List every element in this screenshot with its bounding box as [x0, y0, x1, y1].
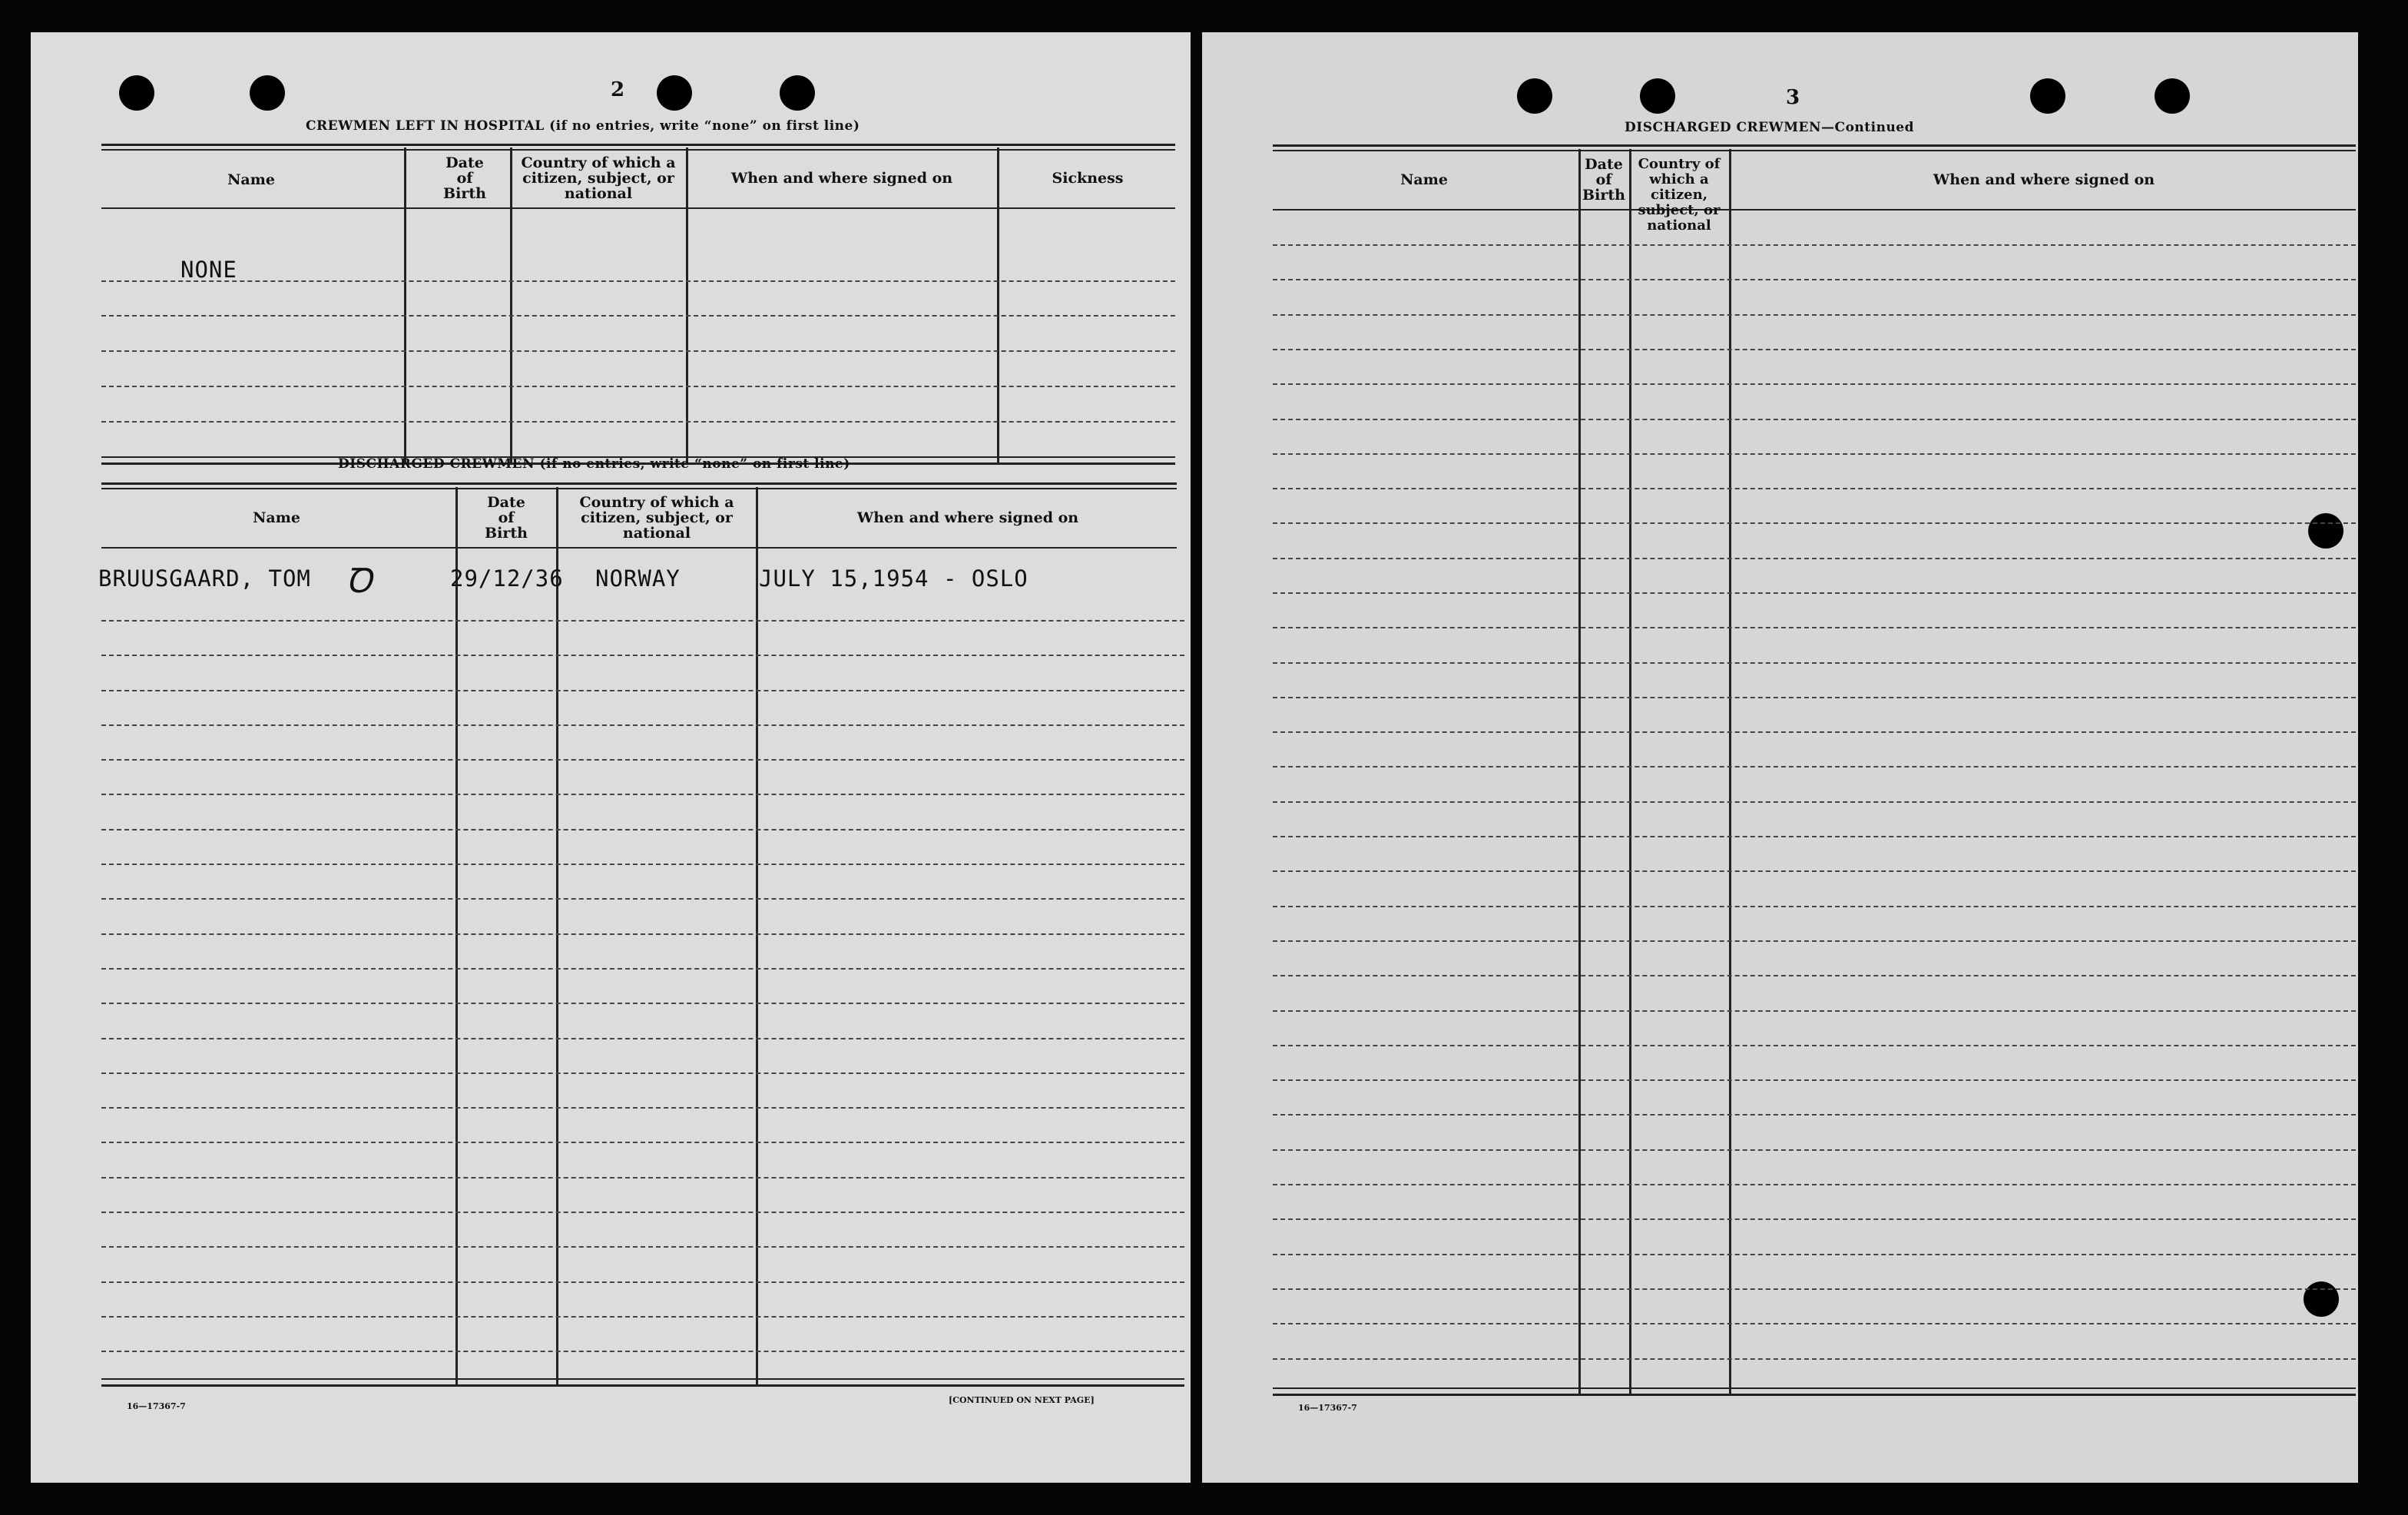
entry-line — [101, 1177, 1184, 1179]
column-divider — [1629, 149, 1631, 1394]
col-header-name: Name — [227, 171, 275, 188]
entry-line — [101, 1316, 1184, 1318]
entry-line — [1273, 349, 2356, 350]
entry-line — [1273, 1358, 2356, 1360]
column-divider — [997, 148, 999, 462]
col-header-country: Country of which a citizen, subject, or national — [579, 494, 734, 542]
punch-hole — [1640, 78, 1675, 114]
punch-hole — [780, 75, 815, 111]
entry-line — [1273, 697, 2356, 698]
col-header-signed: When and where signed on — [856, 509, 1079, 526]
entry-line — [1273, 1184, 2356, 1185]
right-page — [1202, 32, 2358, 1483]
column-divider — [1578, 149, 1581, 1394]
column-divider — [455, 487, 458, 1384]
punch-hole — [2030, 78, 2065, 114]
table-top-rule — [1273, 144, 2356, 147]
entry-line — [101, 421, 1175, 423]
col-header-dob: Date of Birth — [443, 154, 486, 202]
col-header-dob: Date of Birth — [1582, 156, 1625, 204]
table-bottom-rule — [101, 1384, 1184, 1387]
punch-hole — [119, 75, 154, 111]
entry-line — [1273, 592, 2356, 594]
entry-line — [1273, 836, 2356, 837]
col-header-signed: When and where signed on — [1933, 171, 2155, 188]
entry-line — [101, 724, 1184, 726]
entry-line — [1273, 522, 2356, 524]
handwritten-initial-mark: Ꝺ — [346, 562, 373, 601]
entry-line — [1273, 627, 2356, 628]
hospital-section-title: CREWMEN LEFT IN HOSPITAL (if no entries, write “none” on first line) — [306, 118, 860, 134]
entry-line — [1273, 940, 2356, 942]
continued-note: [CONTINUED ON NEXT PAGE] — [949, 1395, 1095, 1405]
column-divider — [686, 148, 688, 462]
header-rule — [1273, 209, 2356, 211]
entry-line — [1273, 870, 2356, 872]
entry-line — [101, 1212, 1184, 1213]
entry-line — [101, 690, 1184, 691]
entry-line — [1273, 558, 2356, 559]
crew-country: NORWAY — [595, 565, 681, 592]
entry-line — [101, 1107, 1184, 1109]
entry-line — [101, 350, 1175, 352]
entry-line — [1273, 488, 2356, 489]
column-divider — [1729, 149, 1731, 1394]
punch-hole — [250, 75, 285, 111]
entry-line — [1273, 453, 2356, 455]
table-bottom-rule — [1273, 1394, 2356, 1396]
entry-line — [1273, 1218, 2356, 1220]
table-top-rule — [101, 488, 1177, 489]
punch-hole — [2155, 78, 2190, 114]
punch-hole — [657, 75, 692, 111]
table-top-rule — [101, 144, 1175, 146]
discharged-continued-title: DISCHARGED CREWMEN—Continued — [1625, 120, 1915, 135]
entry-line — [101, 759, 1184, 761]
entry-line — [1273, 1323, 2356, 1324]
column-divider — [510, 148, 512, 462]
discharged-section-title: DISCHARGED CREWMEN (if no entries, write “none” on first line) — [338, 456, 850, 472]
table-top-rule — [101, 482, 1177, 485]
entry-line — [101, 1038, 1184, 1039]
table-bottom-rule — [1273, 1387, 2356, 1389]
entry-line — [1273, 766, 2356, 767]
entry-line — [1273, 975, 2356, 976]
entry-line — [1273, 731, 2356, 733]
entry-line — [101, 1003, 1184, 1004]
entry-line — [1273, 419, 2356, 420]
entry-line — [101, 829, 1184, 830]
crew-signed-on: JULY 15,1954 - OSLO — [759, 565, 1028, 592]
entry-line — [1273, 383, 2356, 385]
form-number: 16—17367-7 — [1298, 1403, 1357, 1413]
hospital-entry: NONE — [181, 257, 237, 283]
entry-line — [101, 794, 1184, 795]
page-number: 2 — [611, 78, 625, 101]
entry-line — [1273, 1288, 2356, 1290]
entry-line — [101, 1351, 1184, 1352]
punch-hole — [2304, 1281, 2339, 1317]
entry-line — [101, 1246, 1184, 1248]
entry-line — [1273, 244, 2356, 246]
page-number: 3 — [1786, 86, 1800, 109]
col-header-dob: Date of Birth — [485, 494, 528, 542]
entry-line — [101, 864, 1184, 865]
entry-line — [1273, 1079, 2356, 1081]
entry-line — [1273, 1149, 2356, 1151]
header-rule — [101, 207, 1175, 209]
crew-name: BRUUSGAARD, TOM — [98, 565, 311, 592]
entry-line — [1273, 801, 2356, 803]
entry-line — [101, 1281, 1184, 1283]
col-header-sickness: Sickness — [1052, 170, 1124, 187]
column-divider — [404, 148, 406, 462]
crew-dob: 29/12/36 — [450, 565, 564, 592]
entry-line — [1273, 1254, 2356, 1255]
header-rule — [101, 547, 1177, 549]
column-divider — [556, 487, 558, 1384]
table-top-rule — [101, 149, 1175, 151]
entry-line — [1273, 1114, 2356, 1116]
table-top-rule — [1273, 150, 2356, 151]
col-header-name: Name — [1400, 171, 1448, 188]
form-number: 16—17367-7 — [127, 1401, 186, 1411]
entry-line — [1273, 314, 2356, 316]
entry-line — [101, 1072, 1184, 1074]
punch-hole — [2308, 513, 2343, 549]
col-header-name: Name — [253, 509, 300, 526]
entry-line — [101, 968, 1184, 970]
entry-line — [101, 655, 1184, 656]
entry-line — [101, 620, 1184, 622]
entry-line — [101, 933, 1184, 935]
col-header-country: Country of which a citizen, subject, or national — [521, 154, 676, 202]
col-header-signed: When and where signed on — [730, 170, 953, 187]
entry-line — [1273, 1045, 2356, 1046]
entry-line — [101, 1142, 1184, 1143]
col-header-country: Country of which a citizen, subject, or national — [1638, 156, 1721, 234]
entry-line — [1273, 906, 2356, 907]
table-bottom-rule — [101, 1378, 1184, 1380]
entry-line — [101, 280, 1175, 282]
entry-line — [101, 386, 1175, 387]
entry-line — [1273, 1010, 2356, 1012]
left-page — [31, 32, 1191, 1483]
punch-hole — [1517, 78, 1552, 114]
entry-line — [1273, 662, 2356, 664]
entry-line — [101, 898, 1184, 900]
entry-line — [1273, 279, 2356, 280]
entry-line — [101, 315, 1175, 317]
column-divider — [756, 487, 758, 1384]
